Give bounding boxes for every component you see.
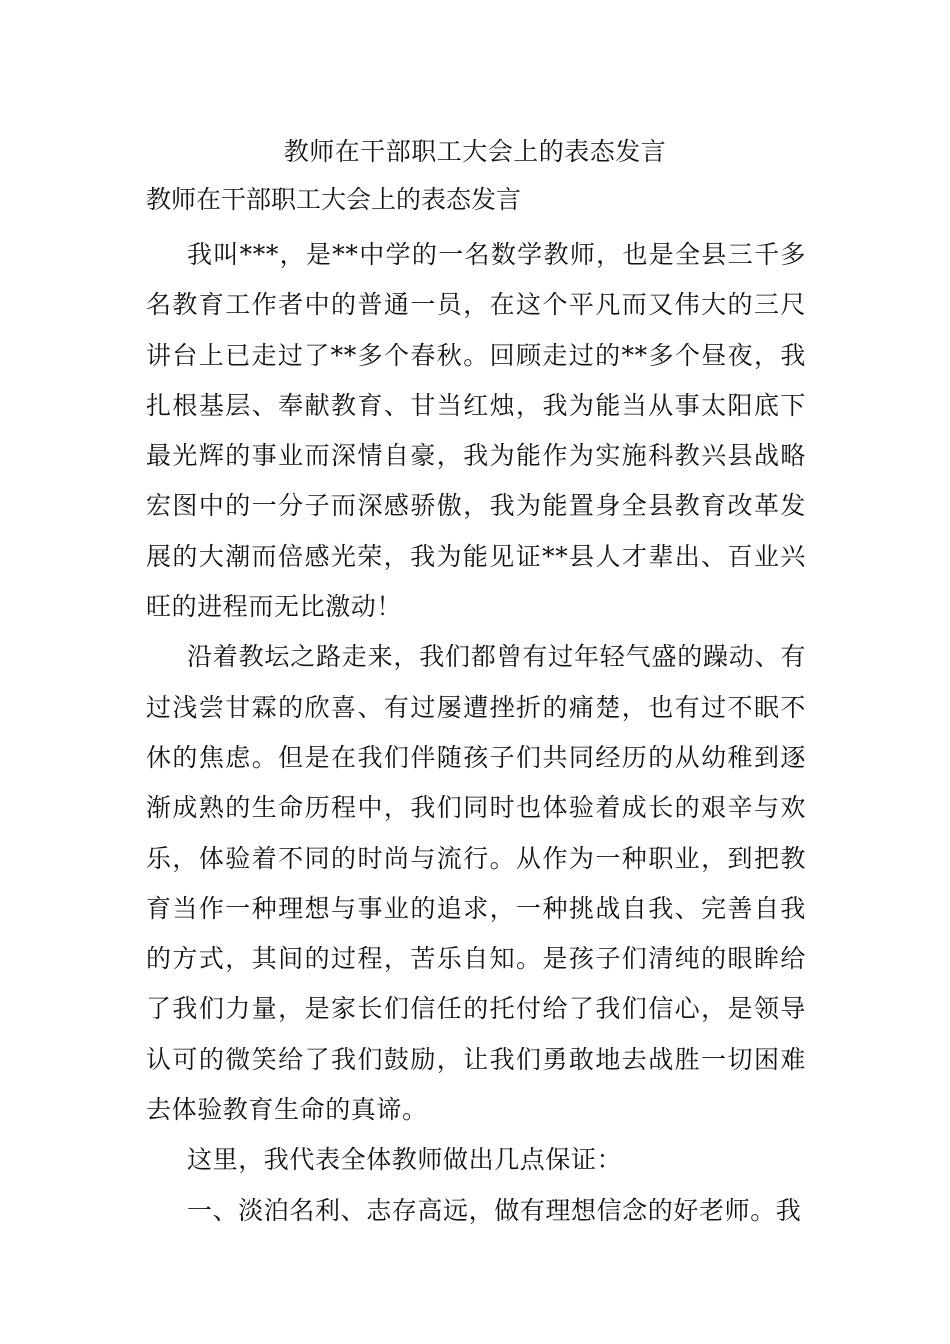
paragraph-experience: 沿着教坛之路走来，我们都曾有过年轻气盛的躁动、有过浅尝甘霖的欣喜、有过屡遭挫折的痛楚，也有过不眠不休的焦虑。但是在我们伴随孩子们共同经历的从幼稚到逐渐成熟的生命历程中，我们同时也体验着成长的艰辛与欢乐，体验着不同的时尚与流行。从作为一种职业，到把教育当作一种理想与事业的追求，一种挑战自我、完善自我的方式，其间的过程，苦乐自知。是孩子们清纯的眼眸给了我们力量，是家长们信任的托付给了我们信心，是领导认可的微笑给了我们鼓励，让我们勇敢地去战胜一切困难去体验教育生命的真谛。 xyxy=(146,642,806,1125)
document-subtitle: 教师在干部职工大会上的表态发言 xyxy=(146,185,522,214)
document-body xyxy=(146,230,806,1236)
paragraph-pledge-one: 一、淡泊名利、志存高远，做有理想信念的好老师。我 xyxy=(187,1195,802,1225)
document-title: 教师在干部职工大会上的表态发言 xyxy=(283,137,667,166)
paragraph-intro: 我叫***，是**中学的一名数学教师，也是全县三千多名教育工作者中的普通一员，在这个平凡而又伟大的三尺讲台上已走过了**多个春秋。回顾走过的**多个昼夜，我扎根基层、奉献教育、甘当红烛，我为能当从事太阳底下最光辉的事业而深情自豪，我为能作为实施科教兴县战略宏图中的一分子而深感骄傲，我为能置身全县教育改革发展的大潮而倍感光荣，我为能见证**县人才辈出、百业兴旺的进程而无比激动！ xyxy=(146,240,806,622)
paragraph-pledge-intro: 这里，我代表全体教师做出几点保证： xyxy=(187,1145,623,1175)
